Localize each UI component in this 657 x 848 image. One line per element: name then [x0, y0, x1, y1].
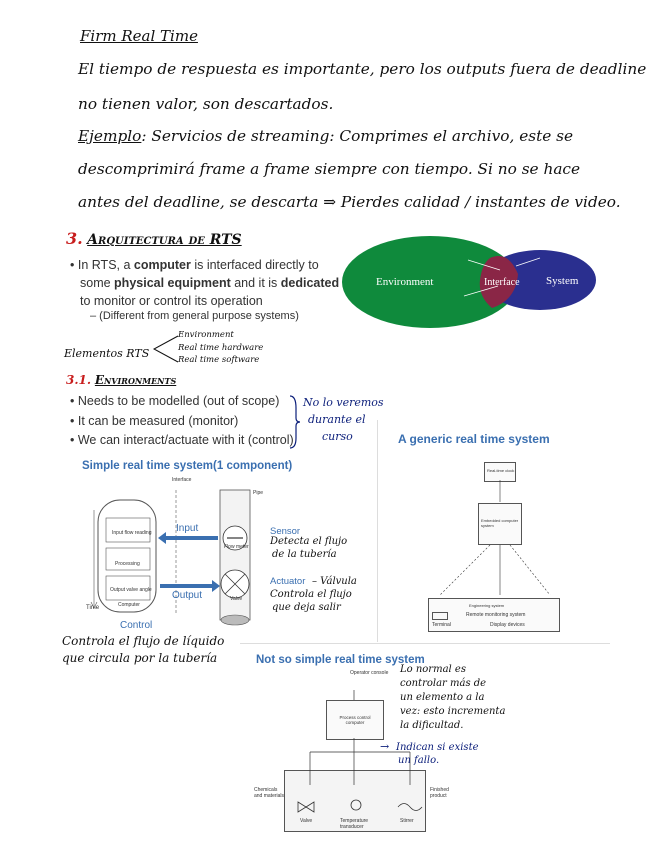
slide-divider-horizontal: [240, 643, 610, 644]
generic-rts-title: A generic real time system: [398, 432, 550, 446]
simple-box-processing: Processing: [115, 561, 140, 567]
section-3-number: 3.: [66, 229, 83, 248]
generic-box-engineering: Engineering system: [428, 598, 560, 632]
actuator-note-1: – Válvula: [312, 576, 357, 587]
simple-interface-label: Interface: [172, 477, 192, 483]
ns-part-valve: Valve: [300, 818, 313, 824]
ns-note1-line5: la dificultad.: [400, 720, 464, 731]
simple-box-computer: Computer: [118, 602, 140, 608]
bottom-note-2: que circula por la tubería: [62, 651, 218, 665]
elements-rts-label: Elementos RTS: [64, 347, 150, 360]
ns-process-computer-box: Process control computer: [326, 700, 384, 740]
generic-terminal: [432, 612, 448, 620]
section-31-title: Environments: [94, 373, 177, 387]
simple-valve: Valve: [230, 596, 243, 602]
ns-operator-console: Operator console: [350, 670, 389, 676]
firm-line-1: El tiempo de respuesta es importante, pero los outputs fuera de deadline: [78, 60, 647, 78]
bottom-note-1: Controla el flujo de líquido: [62, 634, 225, 648]
sensor-note-2: de la tubería: [272, 549, 337, 560]
not-simple-rts-title: Not so simple real time system: [256, 654, 425, 666]
env-note-2: durante el: [308, 413, 366, 426]
generic-remote-monitoring: Remote monitoring system: [466, 612, 526, 618]
section-3-title: Arquitectura de RTS: [87, 232, 242, 248]
ns-note2-line1: Indican si existe: [396, 742, 479, 753]
section-3-heading: [66, 229, 242, 248]
venn-diagram: [340, 234, 600, 330]
venn-interface-label: Interface: [484, 277, 520, 288]
firm-line-3: [78, 127, 573, 145]
element-hardware: Real time hardware: [178, 343, 264, 353]
firm-line-3-text: : Servicios de streaming: Comprimes el archivo, este se: [141, 127, 574, 145]
ns-note1-line1: Lo normal es: [400, 664, 466, 675]
simple-box-input-reading: Input flow reading: [112, 530, 152, 536]
simple-actuator-label: Actuator: [270, 576, 306, 587]
env-brace: [288, 394, 302, 450]
sensor-note-1: Detecta el flujo: [270, 536, 348, 547]
generic-box-clock: Real-time clock: [484, 462, 516, 482]
simple-input-label: Input: [176, 523, 199, 534]
generic-legend-terminal: Terminal: [432, 622, 451, 628]
firm-line-2: no tienen valor, son descartados.: [78, 95, 334, 113]
firm-line-4: descomprimirá frame a frame siempre con tiempo. Si no se hace: [78, 160, 581, 178]
generic-rts-lines: [420, 480, 570, 610]
example-label: Ejemplo: [78, 127, 142, 145]
simple-time: Time: [86, 605, 100, 611]
element-environment: Environment: [178, 330, 234, 340]
elements-brace: [150, 332, 180, 366]
ns-finished-product: Finished product: [430, 787, 449, 799]
env-note-1: No lo veremos: [303, 396, 384, 409]
generic-box-embedded: Embedded computer system: [478, 503, 522, 545]
actuator-note-3: que deja salir: [272, 602, 341, 613]
simple-rts-title: Simple real time system(1 component): [82, 460, 293, 472]
element-software: Real time software: [178, 355, 260, 365]
simple-box-output-angle: Output valve angle: [110, 587, 152, 593]
generic-display-devices: Display devices: [490, 622, 525, 628]
ns-note1-line4: vez: esto incrementa: [400, 706, 506, 717]
ns-note2-arrow: →: [380, 740, 390, 753]
section-31-number: 3.1.: [66, 373, 92, 387]
env-bullet-1: • Needs to be modelled (out of scope): [70, 394, 280, 408]
env-bullet-3: • We can interact/actuate with it (control): [70, 433, 294, 447]
slide-divider-vertical: [377, 420, 378, 642]
ns-note2-line2: un fallo.: [398, 755, 440, 766]
ns-note1-line2: controlar más de: [400, 678, 487, 689]
venn-environment-label: Environment: [376, 276, 434, 288]
section-31-heading: [66, 373, 176, 387]
simple-sensor-label: Sensor: [270, 526, 301, 537]
env-note-3: curso: [322, 430, 353, 443]
ns-note1-line3: un elemento a la: [400, 692, 485, 703]
firm-real-time-heading: Firm Real Time: [80, 27, 198, 45]
ns-part-temperature: Temperature transducer: [340, 818, 369, 830]
ns-part-stirrer: Stirrer: [400, 818, 414, 824]
env-bullet-2: • It can be measured (monitor): [70, 414, 239, 428]
ns-chemicals: Chemicals and materials: [254, 787, 285, 799]
simple-flow-meter: Flow meter: [224, 544, 249, 550]
simple-rts-diagram: [88, 480, 268, 630]
simple-control-label: Control: [120, 620, 153, 631]
firm-line-5: antes del deadline, se descarta ⇒ Pierdes calidad / instantes de video.: [78, 193, 621, 211]
actuator-note-2: Controla el flujo: [270, 589, 352, 600]
venn-system-label: System: [546, 275, 579, 287]
rts-sub-bullet: – (Different from general purpose systems): [90, 310, 299, 322]
simple-pipe-label: Pipe: [253, 490, 264, 496]
rts-bullet: • In RTS, a computer is interfaced directly to some physical equipment and it is dedicated to monitor or control its operation: [70, 258, 340, 308]
simple-output-label: Output: [172, 590, 203, 601]
